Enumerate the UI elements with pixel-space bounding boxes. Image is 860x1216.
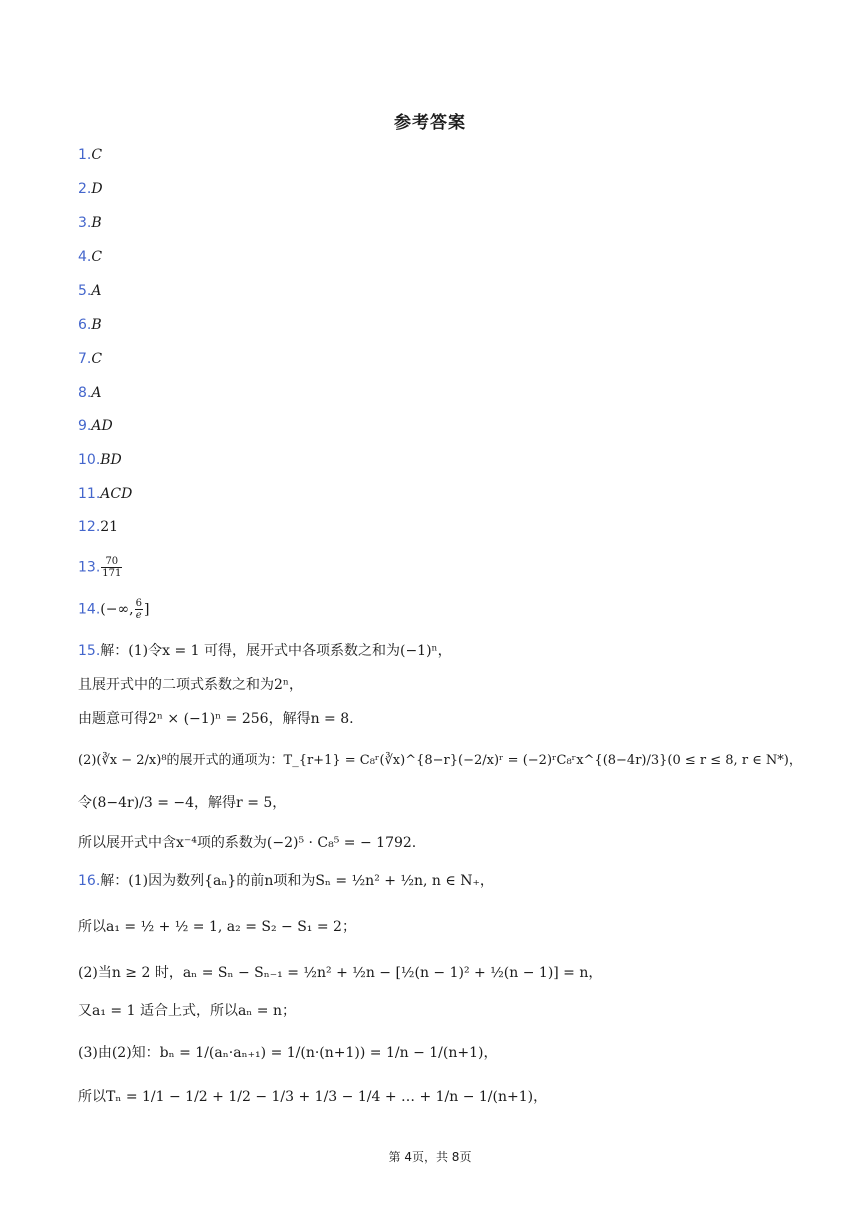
solution-15-line-5: 令(8−4r)/3 = −4，解得r = 5，: [78, 795, 287, 811]
answer-number: 7.: [78, 351, 92, 367]
answer-item: [78, 280, 101, 302]
answer-item: [78, 144, 102, 166]
answer-number: 5.: [78, 283, 92, 299]
answer-value: BD: [100, 452, 122, 468]
fraction-denominator: 171: [102, 568, 122, 579]
answer-number: 12.: [78, 519, 101, 535]
answer-14: [78, 598, 149, 620]
answer-value: C: [91, 147, 103, 163]
answer-value: ACD: [100, 486, 133, 502]
answer-value: AD: [91, 418, 113, 434]
solution-15-line-2: 且展开式中的二项式系数之和为2ⁿ，: [78, 677, 303, 693]
answer-number: 9.: [78, 418, 92, 434]
answer-value: A: [91, 385, 102, 401]
answer-item: [78, 382, 101, 404]
solution-text: 解：(1)令x = 1 可得，展开式中各项系数之和为(−1)ⁿ，: [100, 643, 452, 659]
answer-value: C: [91, 249, 103, 265]
answer-item: [78, 314, 102, 336]
answer-item: [78, 516, 118, 538]
answer-item: [78, 212, 102, 234]
fraction-denominator: e: [135, 610, 142, 621]
answer-number: 3.: [78, 215, 92, 231]
solution-15-line-6: 所以展开式中含x⁻⁴项的系数为(−2)⁵ · C₈⁵ = − 1792.: [78, 835, 417, 851]
interval-open: (−∞,: [100, 601, 134, 618]
answer-item: [78, 483, 132, 505]
answer-item: [78, 246, 102, 268]
answer-number: 14.: [78, 601, 101, 618]
answer-number: 15.: [78, 643, 101, 659]
answer-value: C: [91, 351, 103, 367]
answer-number: 1.: [78, 147, 92, 163]
answer-item: [78, 449, 122, 471]
answer-number: 2.: [78, 181, 92, 197]
solution-16-line-6: 所以Tₙ = 1/1 − 1/2 + 1/2 − 1/3 + 1/3 − 1/4 + … + 1/n − 1/(n+1)，: [78, 1089, 548, 1105]
solution-16-line-4: 又a₁ = 1 适合上式，所以aₙ = n；: [78, 1003, 296, 1019]
answer-value: A: [91, 283, 102, 299]
answer-item: [78, 178, 103, 200]
solution-16-line-2: 所以a₁ = ½ + ½ = 1, a₂ = S₂ − S₁ = 2；: [78, 919, 356, 935]
answer-number: 6.: [78, 317, 92, 333]
page-footer: 第 4页，共 8页: [388, 1150, 472, 1164]
answer-item: [78, 415, 113, 437]
solution-16-line-1: [78, 870, 494, 892]
answer-item: [78, 348, 102, 370]
solution-text: 解：(1)因为数列{aₙ}的前n项和为Sₙ = ½n² + ½n, n ∈ N₊，: [100, 873, 494, 889]
fraction: [101, 556, 122, 579]
answer-number: 13.: [78, 559, 101, 576]
solution-15-line-1: [78, 640, 452, 662]
fraction-numerator: 6: [135, 598, 142, 609]
solution-15-line-4: (2)(∛x − 2/x)⁸的展开式的通项为：T_{r+1} = C₈ʳ(∛x)^{8−r}(−2/x)ʳ = (−2)ʳC₈ʳx^{(8−4r)/3}(0 ≤ r ≤ 8, r ∈ N*)，: [78, 753, 802, 768]
fraction: [135, 598, 143, 621]
answer-number: 8.: [78, 385, 92, 401]
answer-13: [78, 556, 123, 578]
answer-number: 10.: [78, 452, 101, 468]
interval-close: ]: [143, 601, 150, 618]
answer-number: 11.: [78, 486, 101, 502]
answer-number: 16.: [78, 873, 101, 889]
answer-value: B: [91, 215, 102, 231]
fraction-numerator: 70: [101, 556, 122, 568]
answer-value: 21: [100, 519, 119, 535]
solution-16-line-3: (2)当n ≥ 2 时，aₙ = Sₙ − Sₙ₋₁ = ½n² + ½n − [½(n − 1)² + ½(n − 1)] = n，: [78, 965, 603, 981]
solution-15-line-3: 由题意可得2ⁿ × (−1)ⁿ = 256，解得n = 8.: [78, 711, 354, 727]
answer-number: 4.: [78, 249, 92, 265]
answer-value: B: [91, 317, 102, 333]
page-title: 参考答案: [394, 113, 466, 133]
solution-16-line-5: (3)由(2)知：bₙ = 1/(aₙ·aₙ₊₁) = 1/(n·(n+1)) = 1/n − 1/(n+1)，: [78, 1045, 498, 1061]
answer-value: D: [91, 181, 103, 197]
